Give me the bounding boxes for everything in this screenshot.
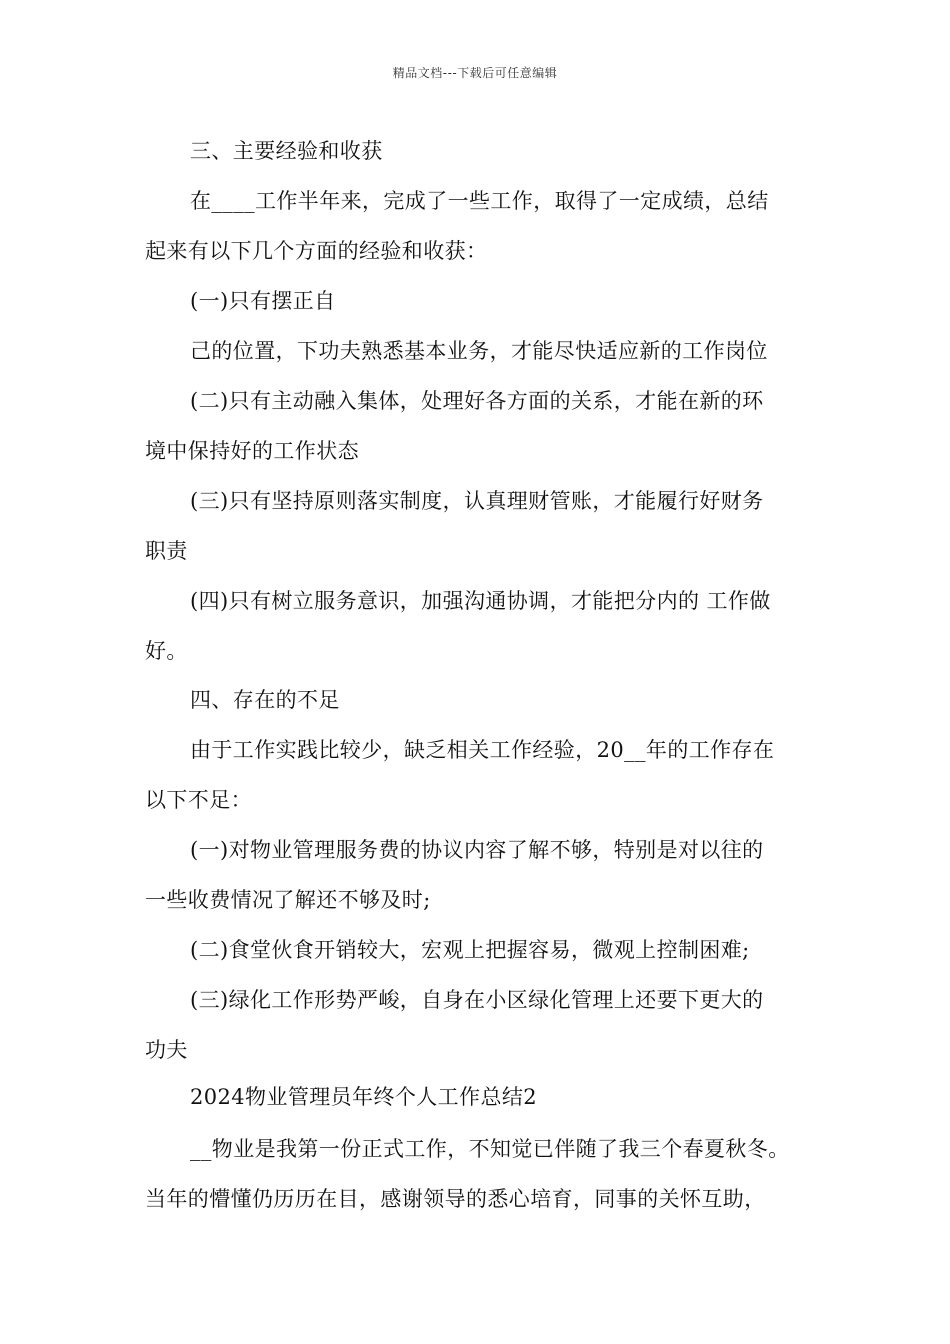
list-item-2: (二)只有主动融入集体，处理好各方面的关系，才能在新的环: [190, 389, 764, 413]
paragraph-line: 境中保持好的工作状态: [145, 439, 359, 463]
page-header: 精品文档---下载后可任意编辑: [392, 66, 558, 80]
paragraph-line: 好。: [145, 639, 188, 663]
list-item-4: (四)只有树立服务意识，加强沟通协调，才能把分内的 工作做: [190, 589, 771, 613]
paragraph-line: 由于工作实践比较少，缺乏相关工作经验，20__年的工作存在: [190, 738, 775, 762]
paragraph-line: 以下不足：: [145, 788, 252, 812]
paragraph-line: 起来有以下几个方面的经验和收获：: [145, 239, 488, 263]
paragraph-line: 己的位置，下功夫熟悉基本业务，才能尽快适应新的工作岗位: [190, 339, 768, 363]
section-heading-experience: 三、主要经验和收获: [190, 139, 383, 163]
article-title: 2024物业管理员年终个人工作总结2: [190, 1085, 538, 1109]
shortcoming-item-1: (一)对物业管理服务费的协议内容了解不够，特别是对以往的: [190, 838, 764, 862]
paragraph-line: __物业是我第一份正式工作，不知觉已伴随了我三个春夏秋冬。: [190, 1137, 790, 1161]
list-item-3: (三)只有坚持原则落实制度，认真理财管账，才能履行好财务: [190, 489, 764, 513]
shortcoming-item-2: (二)食堂伙食开销较大，宏观上把握容易，微观上控制困难;: [190, 938, 750, 962]
list-item-1: (一)只有摆正自: [190, 289, 336, 313]
shortcoming-item-3: (三)绿化工作形势严峻，自身在小区绿化管理上还要下更大的: [190, 988, 764, 1012]
section-heading-shortcomings: 四、存在的不足: [190, 688, 340, 712]
paragraph-line: 在____工作半年来，完成了一些工作，取得了一定成绩，总结: [190, 189, 769, 213]
paragraph-line: 功夫: [145, 1038, 188, 1062]
paragraph-line: 当年的懵懂仍历历在目，感谢领导的悉心培育，同事的关怀互助，: [145, 1187, 766, 1211]
paragraph-line: 一些收费情况了解还不够及时;: [145, 888, 431, 912]
paragraph-line: 职责: [145, 539, 188, 563]
